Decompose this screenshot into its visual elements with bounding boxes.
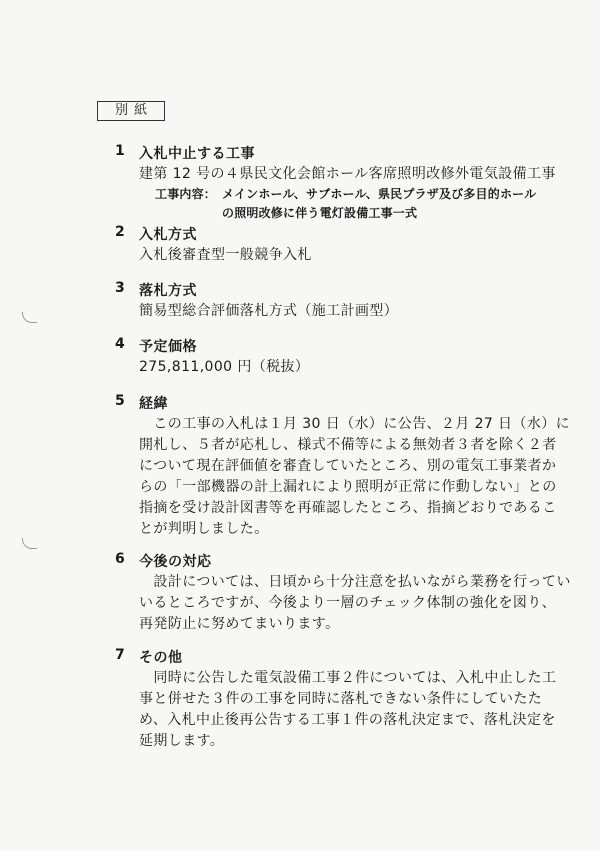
section-text: について現在評価値を審査していたところ、別の電気工事業者か (139, 458, 557, 474)
section-text: 設計については、日頃から十分注意を払いながら業務を行ってい (139, 574, 571, 590)
section-heading: 落札方式 (139, 283, 197, 299)
section-number: 2 (115, 224, 125, 240)
section-number: 7 (115, 647, 125, 663)
section-number: 6 (115, 551, 125, 567)
section-text: いるところですが、今後より一層のチェック体制の強化を図り、 (139, 595, 557, 611)
section-heading: 今後の対応 (139, 554, 212, 570)
section-heading: 経緯 (139, 396, 168, 412)
section-text: 入札後審査型一般競争入札 (139, 247, 312, 263)
section-text: 同時に公告した電気設備工事２件については、入札中止した工 (139, 670, 557, 686)
section-text: 簡易型総合評価落札方式（施工計画型） (139, 303, 399, 319)
section-number: 1 (115, 143, 125, 159)
section-text: この工事の入札は１月 30 日（水）に公告、２月 27 日（水）に (139, 416, 571, 432)
section-heading: 予定価格 (139, 339, 197, 355)
section-text: 再発防止に努めてまいります。 (139, 616, 340, 632)
section-heading: 入札方式 (139, 227, 197, 243)
work-content-text: メインホール、サブホール、県民プラザ及び多目的ホール (222, 187, 537, 201)
work-content-text: の照明改修に伴う電灯設備工事一式 (222, 206, 418, 220)
scan-mark (22, 538, 37, 549)
section-text: 指摘を受け設計図書等を再確認したところ、指摘どおりであるこ (139, 500, 557, 516)
section-number: 3 (115, 280, 125, 296)
section-text: 開札し、５者が応札し、様式不備等による無効者３者を除く２者 (139, 437, 557, 453)
section-text: め、入札中止後再公告する工事１件の落札決定まで、落札決定を (139, 712, 556, 728)
section-heading: その他 (139, 650, 183, 666)
section-text: らの「一部機器の計上漏れにより照明が正常に作動しない」との (139, 479, 557, 495)
scan-mark (22, 312, 37, 323)
section-text: 延期します。 (139, 733, 225, 749)
section-text: 事と併せた３件の工事を同時に落札できない条件にしていたた (139, 691, 543, 707)
section-heading: 入札中止する工事 (139, 146, 255, 162)
section-number: 4 (115, 336, 125, 352)
work-content-label: 工事内容： (155, 187, 217, 201)
section-number: 5 (115, 393, 125, 409)
attachment-tag: 別紙 (97, 101, 165, 121)
section-text: 建第 12 号の４県民文化会館ホール客席照明改修外電気設備工事 (139, 166, 556, 182)
section-text: とが判明しました。 (139, 521, 269, 537)
section-text: 275,811,000 円（税抜） (139, 359, 310, 375)
